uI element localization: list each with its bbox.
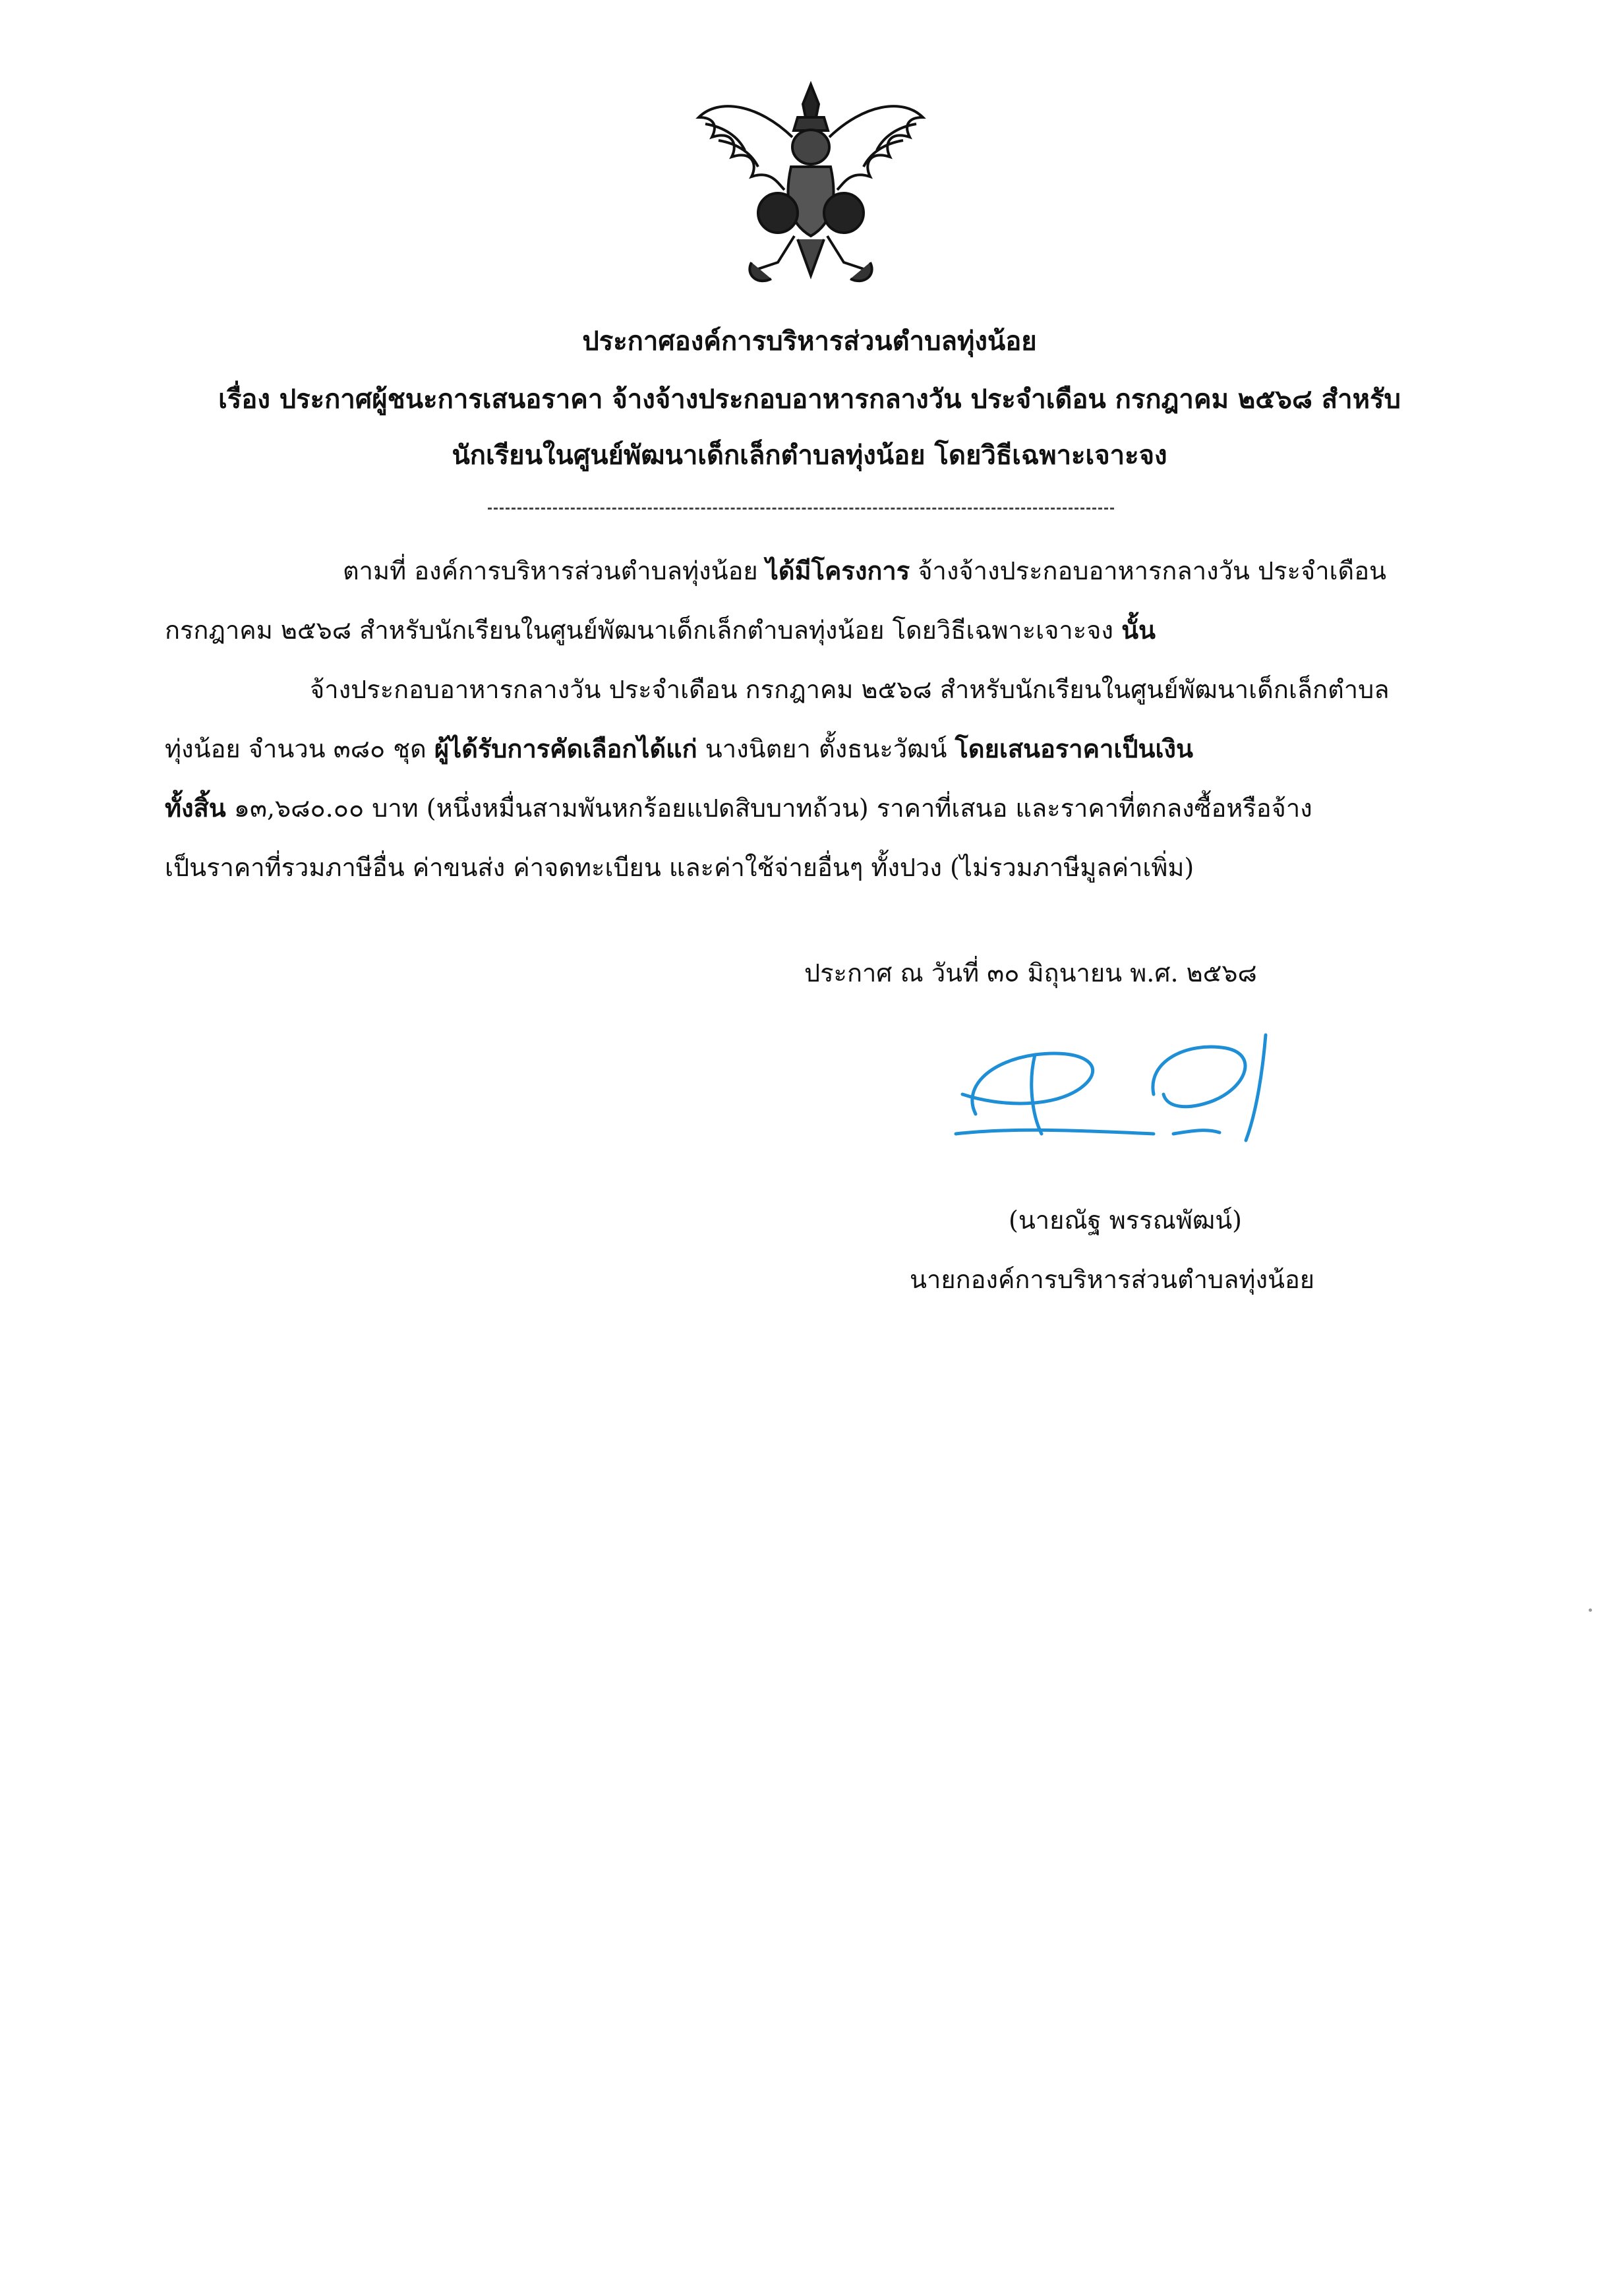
document-org-title: ประกาศองค์การบริหารส่วนตำบลทุ่งน้อย [582, 326, 1037, 357]
handwritten-signature [936, 1015, 1305, 1147]
signer-title: นายกองค์การบริหารส่วนตำบลทุ่งน้อย [910, 1265, 1315, 1294]
signer-name: (นายณัฐ พรรณพัฒน์) [1009, 1206, 1243, 1235]
body-paragraph-1-line-2 [165, 610, 1156, 650]
announcement-date: ประกาศ ณ วันที่ ๓๐ มิถุนายน พ.ศ. ๒๕๖๘ [804, 958, 1257, 987]
body-text: ทุ่งน้อย จำนวน ๓๘๐ ชุด [165, 734, 434, 763]
body-text-bold: ผู้ได้รับการคัดเลือกได้แก่ [434, 734, 697, 763]
body-text: ๑๓,๖๘๐.๐๐ บาท (หนึ่งหมื่นสามพันหกร้อยแปดสิบบาทถ้วน) ราคาที่เสนอ และราคาที่ตกลงซื้อหรือจ้าง [225, 794, 1312, 823]
body-text-bold: ทั้งสิ้น [165, 793, 226, 823]
body-paragraph-1-line-1 [343, 550, 1386, 591]
body-paragraph-2-line-3 [165, 788, 1312, 828]
body-text-bold: นั้น [1121, 615, 1156, 645]
scan-speck [1589, 1608, 1592, 1612]
document-subject-line-2: นักเรียนในศูนย์พัฒนาเด็กเล็กตำบลทุ่งน้อย โดยวิธีเฉพาะเจาะจง [452, 440, 1167, 471]
body-text: ตามที่ องค์การบริหารส่วนตำบลทุ่งน้อย [343, 556, 766, 585]
body-text-bold: ได้มีโครงการ [765, 556, 910, 585]
body-text-bold: โดยเสนอราคาเป็นเงิน [955, 734, 1193, 763]
document-subject-line-1: เรื่อง ประกาศผู้ชนะการเสนอราคา จ้างจ้างประกอบอาหารกลางวัน ประจำเดือน กรกฎาคม ๒๕๖๘ สำหรับ [218, 384, 1401, 415]
header-separator [488, 508, 1114, 510]
body-paragraph-2-line-1: จ้างประกอบอาหารกลางวัน ประจำเดือน กรกฎาคม ๒๕๖๘ สำหรับนักเรียนในศูนย์พัฒนาเด็กเล็กตำบล [310, 675, 1390, 704]
garuda-emblem-icon [679, 78, 943, 295]
body-text: กรกฎาคม ๒๕๖๘ สำหรับนักเรียนในศูนย์พัฒนาเด็กเล็กตำบลทุ่งน้อย โดยวิธีเฉพาะเจาะจง [165, 616, 1122, 645]
body-paragraph-2-line-2 [165, 728, 1193, 769]
body-text: จ้างจ้างประกอบอาหารกลางวัน ประจำเดือน [910, 556, 1386, 585]
body-text: นางนิตยา ตั้งธนะวัฒน์ [697, 734, 955, 763]
body-paragraph-2-line-4: เป็นราคาที่รวมภาษีอื่น ค่าขนส่ง ค่าจดทะเบียน และค่าใช้จ่ายอื่นๆ ทั้งปวง (ไม่รวมภาษีมูลค่าเพิ่ม) [165, 853, 1194, 882]
